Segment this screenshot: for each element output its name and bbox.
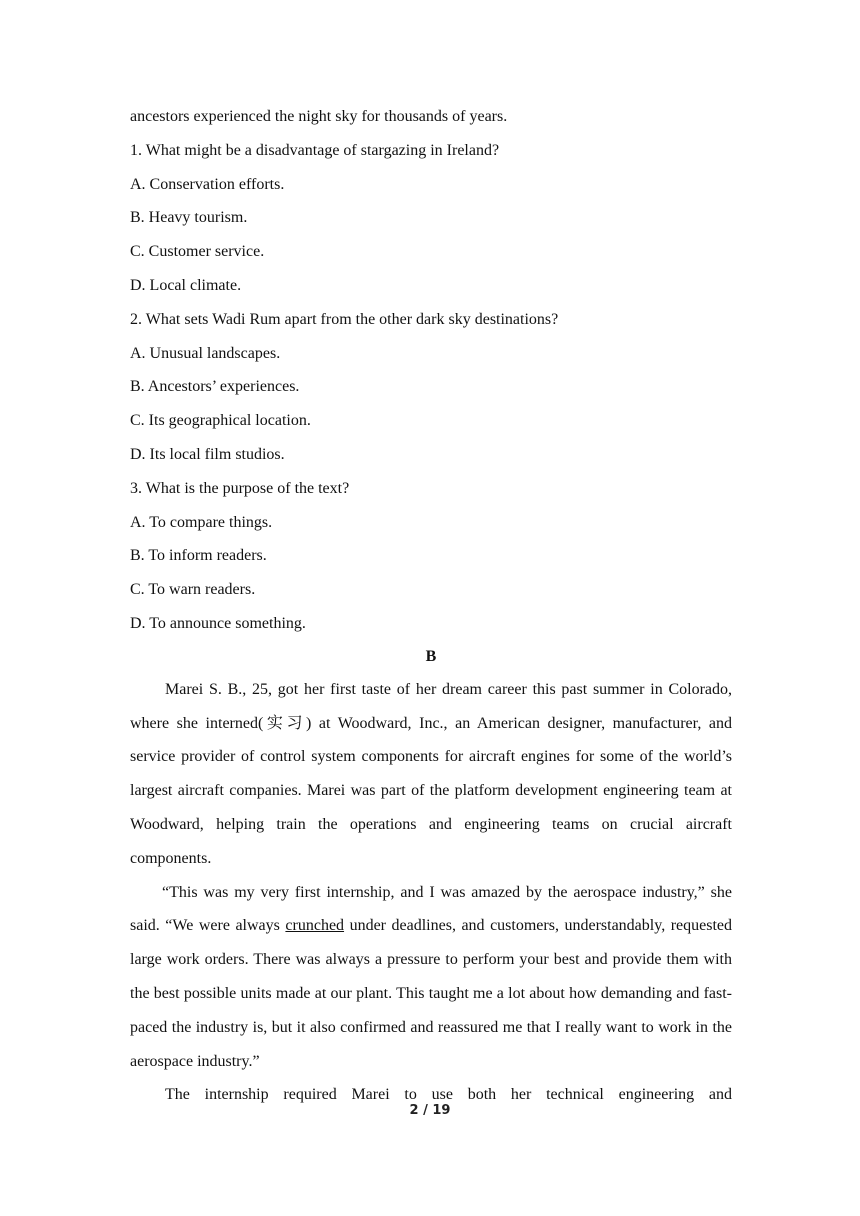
- option-c: C. To warn readers.: [130, 581, 256, 599]
- page-number: 2 / 19: [409, 1103, 451, 1118]
- paragraph-2-start: “This was my very first internship, and I was amazed by the aerospace industry,” she said. “We were always: [130, 883, 732, 935]
- section-heading: B: [425, 647, 437, 665]
- option-a: A. Unusual landscapes.: [130, 344, 281, 362]
- paragraph-2: [130, 876, 732, 1079]
- paragraph-1: Marei S. B., 25, got her first taste of her dream career this past summer in Colorado, where she interned(实习) at Woodward, Inc., an American designer, manufacturer, and service provider of control system components for aircraft engines for some of the world’s largest aircraft companies. Marei was part of the platform development engineering team at Woodward, helping train the operations and engineering teams on crucial aircraft components.: [130, 680, 732, 867]
- question-prompt: 3. What is the purpose of the text?: [130, 479, 350, 497]
- question-prompt: 1. What might be a disadvantage of stargazing in Ireland?: [130, 141, 500, 159]
- option-d: D. To announce something.: [130, 614, 306, 632]
- option-d: D. Its local film studios.: [130, 445, 285, 463]
- option-d: D. Local climate.: [130, 276, 242, 294]
- option-b: B. Heavy tourism.: [130, 209, 248, 227]
- page-content: [130, 100, 732, 1112]
- option-a: A. To compare things.: [130, 513, 273, 531]
- option-a: A. Conservation efforts.: [130, 175, 285, 193]
- paragraph-3: The internship required Marei to use both her technical engineering and: [165, 1086, 732, 1104]
- underlined-word: crunched: [285, 917, 345, 935]
- question-prompt: 2. What sets Wadi Rum apart from the other dark sky destinations?: [130, 310, 559, 328]
- question-2: [130, 303, 732, 472]
- option-b: B. Ancestors’ experiences.: [130, 378, 300, 396]
- option-c: C. Its geographical location.: [130, 412, 311, 430]
- option-c: C. Customer service.: [130, 243, 265, 261]
- question-1: [130, 134, 732, 303]
- option-b: B. To inform readers.: [130, 547, 267, 565]
- question-3: [130, 472, 732, 641]
- paragraph-2-end: under deadlines, and customers, understandably, requested large work orders. There was always a pressure to perform your best and provide them with the best possible units made at our plant. This taught me a lot about how demanding and fast-paced the industry is, but it also confirmed and reassured me that I really want to work in the aerospace industry.”: [130, 917, 733, 1070]
- lead-line: ancestors experienced the night sky for thousands of years.: [130, 108, 508, 125]
